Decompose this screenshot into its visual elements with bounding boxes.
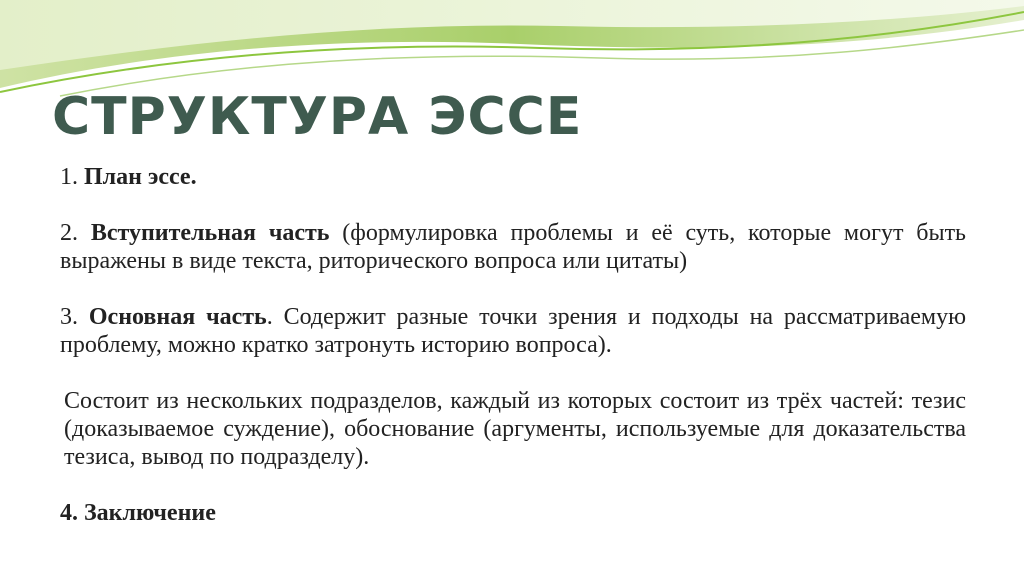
item-heading: План эссе. — [84, 164, 197, 190]
item-introduction — [60, 219, 966, 275]
item-description: (формулировка проблемы и её суть, которые могут быть выражены в виде текста, риторического вопроса или цитаты) — [60, 220, 967, 274]
item-heading: 4. Заключение — [60, 500, 216, 526]
item-plan — [60, 163, 966, 191]
item-number: 2. — [60, 220, 91, 246]
item-number: 1. — [60, 164, 84, 190]
slide-title: СТРУКТУРА ЭССЕ — [52, 87, 583, 147]
item-main-part-details: Состоит из нескольких подразделов, каждый из которых состоит из трёх частей: тезис (доказываемое суждение), обоснование (аргументы, используемые для доказательства тезиса, вывод по подразделу). — [64, 388, 966, 470]
item-main-part — [60, 303, 966, 359]
item-description: . Содержит разные точки зрения и подходы на рассматриваемую проблему, можно кратко затронуть историю вопроса). — [60, 304, 966, 358]
item-number: 3. — [60, 304, 89, 330]
item-heading: Вступительная часть — [90, 220, 330, 246]
item-heading: Основная часть — [88, 304, 267, 330]
slide-content — [60, 163, 966, 527]
item-conclusion — [60, 499, 966, 527]
